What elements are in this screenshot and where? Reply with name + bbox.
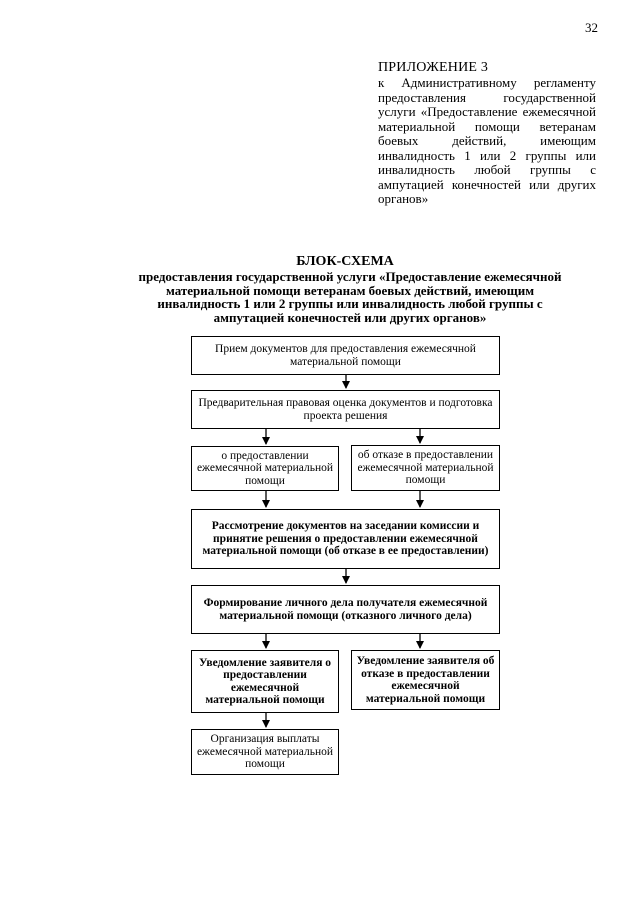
box-grant-decision: о предоставлении ежемесячной материальной помощи — [191, 446, 339, 491]
box-receive-documents: Прием документов для предоставления ежемесячной материальной помощи — [191, 336, 500, 375]
page-number: 32 — [585, 20, 598, 35]
box-notify-grant: Уведомление заявителя о предоставлении ежемесячной материальной помощи — [191, 650, 339, 713]
scheme-title: БЛОК-СХЕМА — [296, 254, 394, 269]
annex-title: ПРИЛОЖЕНИЕ 3 — [378, 60, 489, 75]
box-personal-file: Формирование личного дела получателя ежемесячной материальной помощи (отказного личного дела) — [191, 585, 500, 634]
annex-text: к Административному регламенту предоставления государственной услуги «Предоставление ежемесячной материальной помощи ветеранам боевых действий, имеющим инвалидность 1 или 2 группы или инвалидность любой группы с ампутацией конечностей или других органов» — [378, 75, 596, 206]
box-refuse-decision: об отказе в предоставлении ежемесячной материальной помощи — [351, 445, 500, 491]
scheme-subtitle: предоставления государственной услуги «Предоставление ежемесячной материальной помощи ветеранам боевых действий, имеющим инвалидность 1 или 2 группы или инвалидность любой группы с ампутацией конечностей или других органов» — [138, 269, 562, 325]
box-payment-organization: Организация выплаты ежемесячной материальной помощи — [191, 729, 339, 775]
box-commission-review: Рассмотрение документов на заседании комиссии и принятие решения о предоставлении ежемесячной материальной помощи (об отказе в ее предоставлении) — [191, 509, 500, 569]
box-preliminary-assessment: Предварительная правовая оценка документов и подготовка проекта решения — [191, 390, 500, 429]
box-notify-refuse: Уведомление заявителя об отказе в предоставлении ежемесячной материальной помощи — [351, 650, 500, 710]
